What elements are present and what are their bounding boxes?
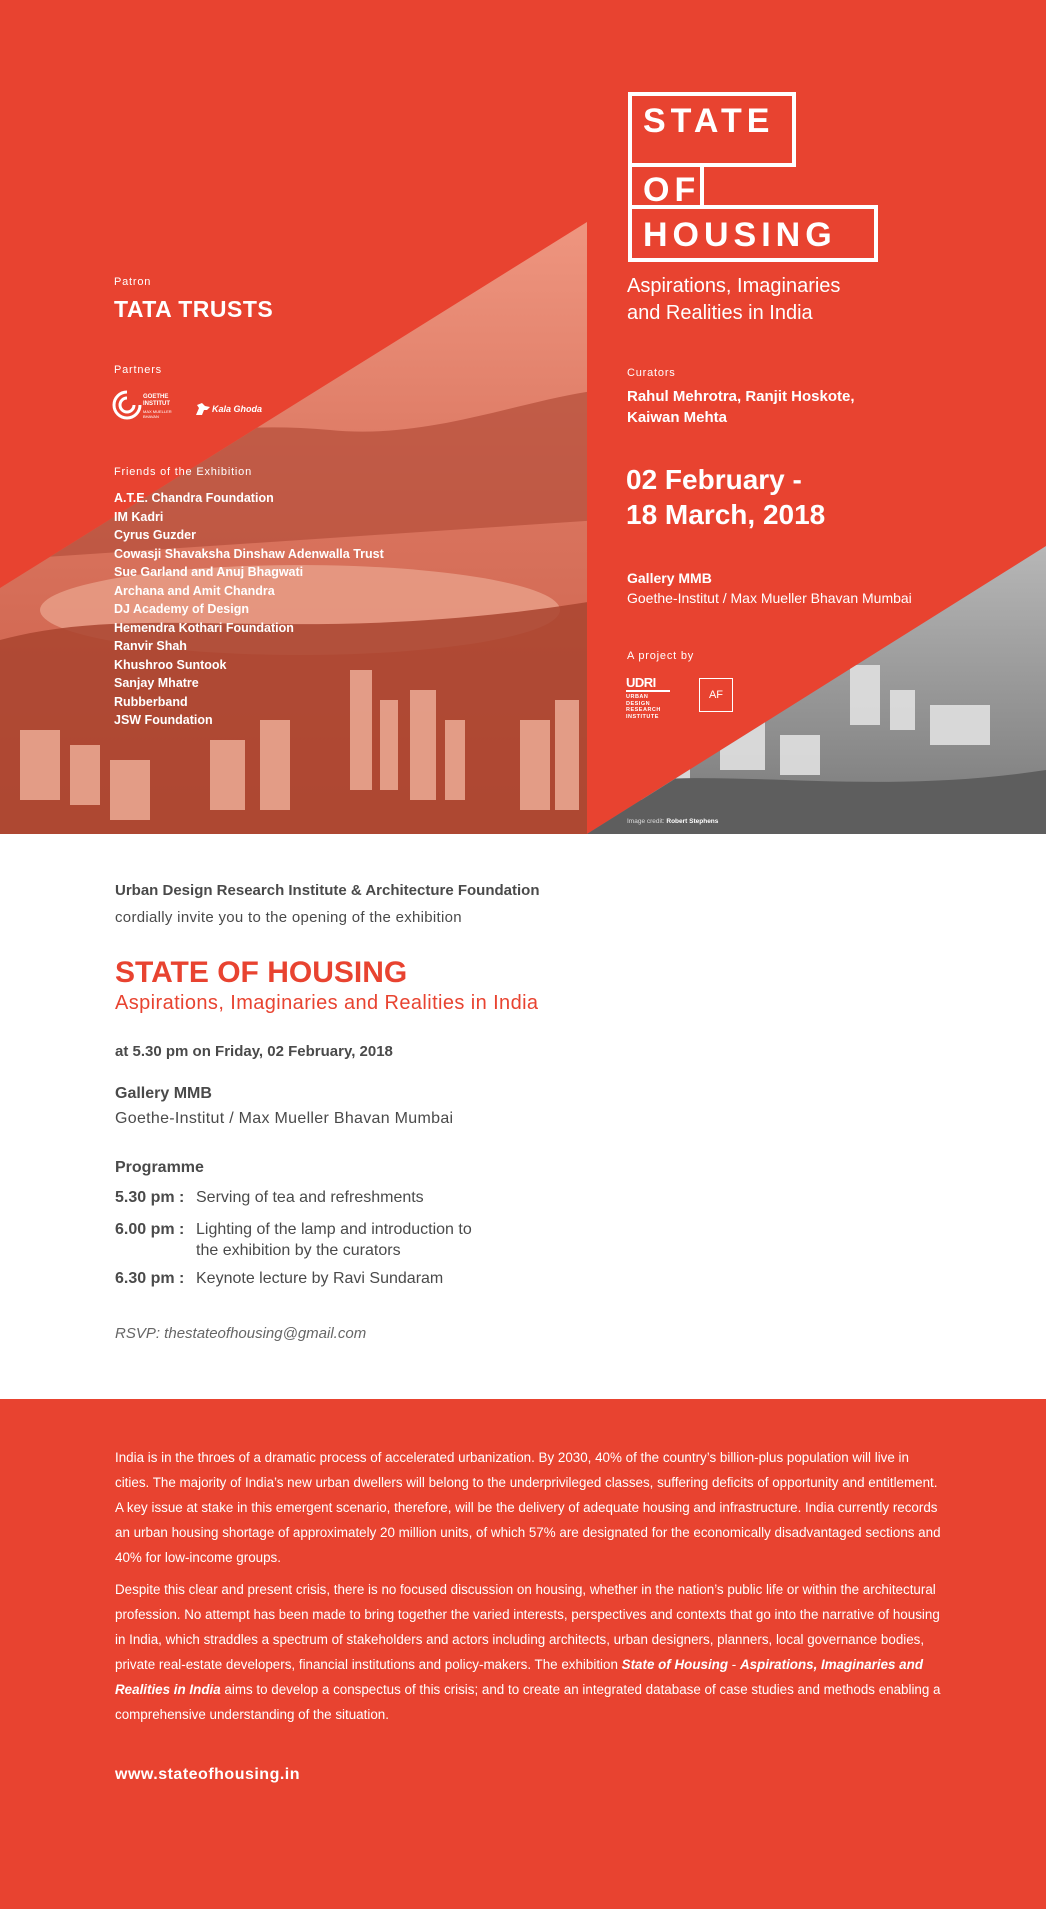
dates-line-2: 18 March, 2018 bbox=[626, 499, 826, 530]
programme-label: Programme bbox=[115, 1159, 204, 1176]
programme-desc: Serving of tea and refreshments bbox=[196, 1189, 424, 1206]
patron-label: Patron bbox=[114, 276, 152, 288]
programme-row bbox=[115, 1189, 424, 1207]
logo-line-of: OF bbox=[643, 171, 701, 209]
friend-item: Cyrus Guzder bbox=[114, 528, 196, 542]
friend-item: DJ Academy of Design bbox=[114, 602, 249, 616]
friend-item: IM Kadri bbox=[114, 509, 164, 524]
programme-time: 5.30 pm : bbox=[115, 1189, 185, 1206]
udri-text-3: RESEARCH bbox=[626, 707, 661, 713]
friend-item: Sue Garland and Anuj Bhagwati bbox=[114, 565, 304, 579]
about-para2-end: aims to develop a conspectus of this crisis; and to create an integrated database of case studies and methods enabling a comprehensive understanding of the situation. bbox=[115, 1682, 941, 1722]
curators-line-2: Kaiwan Mehta bbox=[627, 409, 728, 426]
hero-subtitle-line-1: Aspirations, Imaginaries bbox=[627, 275, 841, 297]
logo-box-housing bbox=[628, 205, 878, 262]
friend-item: JSW Foundation bbox=[114, 713, 213, 727]
image-credit-label: Image credit: bbox=[627, 818, 667, 825]
host-names: Urban Design Research Institute & Architecture Foundation bbox=[115, 882, 540, 899]
curators-names bbox=[627, 386, 855, 428]
hero-banner bbox=[0, 0, 1046, 834]
goethe-institut-logo bbox=[112, 388, 182, 424]
project-by-label: A project by bbox=[627, 650, 695, 662]
website-link[interactable]: www.stateofhousing.in bbox=[115, 1766, 301, 1783]
about-section bbox=[0, 1399, 1046, 1909]
about-para2-text: Despite this clear and present crisis, there is no focused discussion on housing, whether in the nation’s public life or within the architectural profession. No attempt has been made to bring together the varied interests, perspectives and contexts that go into the narrative of housing in India, which straddles a spectrum of stakeholders and actors including architects, urban designers, planners, local governance bodies, private real-estate developers, financial institutions and policy-makers. The exhibition bbox=[115, 1582, 940, 1672]
hero-subtitle bbox=[627, 273, 840, 327]
logo-line-housing: HOUSING bbox=[643, 216, 837, 254]
state-of-housing-logo bbox=[628, 92, 796, 167]
af-logo bbox=[699, 678, 733, 712]
friend-item: Khushroo Suntook bbox=[114, 657, 227, 672]
patron-name: TATA TRUSTS bbox=[114, 296, 274, 322]
exhibition-title-inline: State of Housing bbox=[621, 1657, 729, 1672]
invite-subtitle: Aspirations, Imaginaries and Realities in India bbox=[115, 992, 539, 1014]
horse-icon bbox=[195, 402, 211, 416]
logo-line-state: STATE bbox=[643, 102, 775, 140]
friend-item: Hemendra Kothari Foundation bbox=[114, 620, 294, 635]
kala-ghoda-text: Kala Ghoda bbox=[212, 404, 263, 414]
opening-time: at 5.30 pm on Friday, 02 February, 2018 bbox=[115, 1043, 393, 1060]
udri-mark: UDRI bbox=[626, 676, 670, 692]
dates-line-1: 02 February - bbox=[626, 464, 802, 495]
invitation-section bbox=[0, 834, 1046, 1399]
invite-line: cordially invite you to the opening of the exhibition bbox=[115, 909, 462, 926]
udri-text-4: INSTITUTE bbox=[626, 713, 659, 720]
friends-label: Friends of the Exhibition bbox=[114, 466, 253, 478]
friends-list bbox=[114, 489, 384, 730]
goethe-text: GOETHE INSTITUT bbox=[143, 394, 170, 407]
programme-desc: Lighting of the lamp and introduction to the exhibition by the curators bbox=[196, 1221, 472, 1259]
goethe-circle-icon bbox=[112, 390, 142, 420]
udri-logo bbox=[626, 676, 678, 728]
friend-item: A.T.E. Chandra Foundation bbox=[114, 491, 274, 505]
af-mark: AF bbox=[708, 689, 724, 701]
image-credit-name: Robert Stephens bbox=[666, 818, 719, 825]
friend-item: Ranvir Shah bbox=[114, 639, 187, 653]
about-para2-dash: - bbox=[728, 1657, 740, 1672]
rsvp-email[interactable]: RSVP: thestateofhousing@gmail.com bbox=[115, 1325, 367, 1342]
invite-venue-name: Gallery MMB bbox=[115, 1085, 212, 1102]
curators-line-1: Rahul Mehrotra, Ranjit Hoskote, bbox=[627, 388, 855, 405]
udri-text-1: URBAN bbox=[626, 694, 649, 700]
goethe-subtext: MAX MUELLER BHAVAN bbox=[143, 409, 172, 419]
hero-venue-name: Gallery MMB bbox=[627, 570, 712, 586]
friend-item: Archana and Amit Chandra bbox=[114, 583, 275, 598]
hero-venue-address: Goethe-Institut / Max Mueller Bhavan Mumbai bbox=[627, 590, 912, 606]
friend-item: Sanjay Mhatre bbox=[114, 676, 199, 690]
friend-item: Rubberband bbox=[114, 694, 188, 709]
about-paragraph-2 bbox=[115, 1577, 945, 1727]
image-credit bbox=[627, 818, 718, 825]
logo-box-of bbox=[628, 163, 704, 209]
partners-label: Partners bbox=[114, 364, 162, 376]
invite-title: STATE OF HOUSING bbox=[115, 956, 408, 989]
invite-venue-address: Goethe-Institut / Max Mueller Bhavan Mumbai bbox=[115, 1110, 454, 1127]
programme-desc: Keynote lecture by Ravi Sundaram bbox=[196, 1270, 444, 1287]
programme-row bbox=[115, 1219, 472, 1259]
exhibition-subtitle-inline: Aspirations, Imaginaries and Realities in India bbox=[115, 1657, 923, 1697]
hero-subtitle-line-2: and Realities in India bbox=[627, 302, 813, 324]
programme-row bbox=[115, 1270, 444, 1288]
programme-time: 6.30 pm : bbox=[115, 1270, 185, 1287]
udri-text-2: DESIGN bbox=[626, 700, 651, 707]
friend-item: Cowasji Shavaksha Dinshaw Adenwalla Trust bbox=[114, 546, 384, 561]
curators-label: Curators bbox=[627, 367, 676, 379]
exhibition-dates bbox=[626, 462, 825, 532]
about-paragraph-1: India is in the throes of a dramatic process of accelerated urbanization. By 2030, 40% of the country’s billion-plus population will live in cities. The majority of India’s new urban dwellers will belong to the underprivileged classes, suffering deficits of opportunity and entitlement. A key issue at stake in this emergent scenario, therefore, will be the delivery of adequate housing and infrastructure. India currently records an urban housing shortage of approximately 20 million units, of which 57% are designated for the economically disadvantaged sections and 40% for low-income groups. bbox=[115, 1450, 941, 1565]
programme-time: 6.00 pm : bbox=[115, 1221, 185, 1238]
